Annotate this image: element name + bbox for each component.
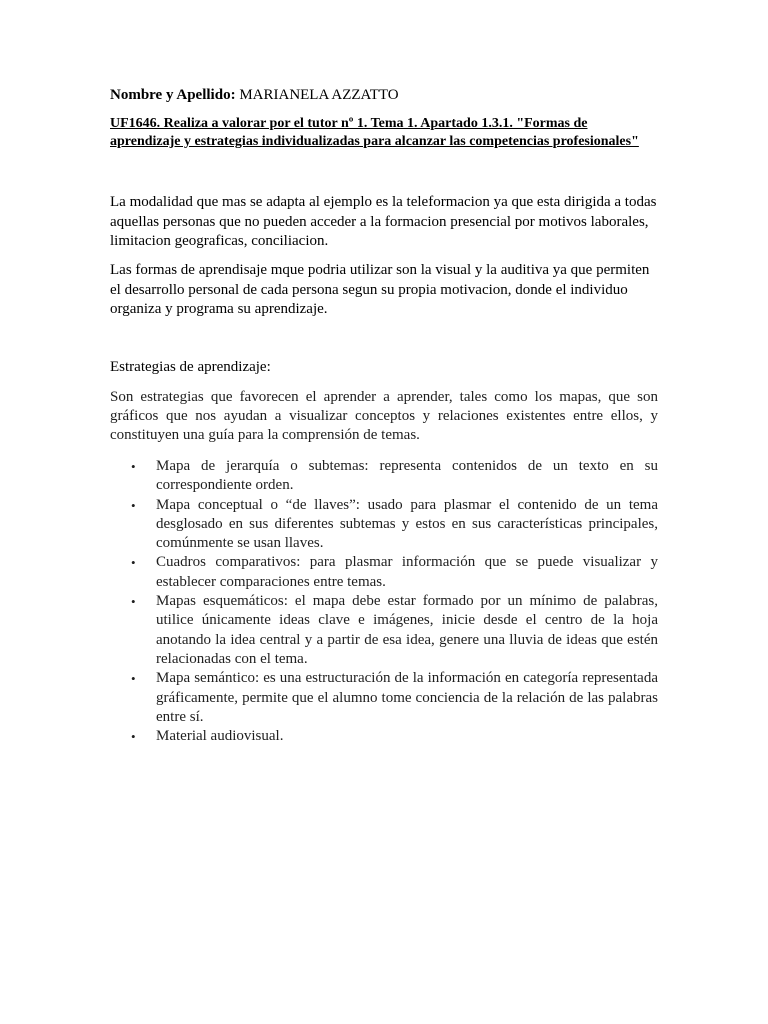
list-item	[110, 669, 658, 727]
list-item	[110, 592, 658, 669]
author-line	[110, 86, 658, 104]
list-item-text: Mapa de jerarquía o subtemas: representa contenidos de un texto en su correspondiente orden.	[156, 458, 658, 494]
strategies-intro: Son estrategias que favorecen el aprender a aprender, tales como los mapas, que son gráficos que nos ayudan a visualizar conceptos y relaciones existentes entre ellos, y constituyen una guía para la comprensión de temas.	[110, 389, 658, 444]
bullet-icon: •	[131, 459, 136, 474]
bullet-icon: •	[131, 729, 136, 745]
list-item	[110, 727, 658, 746]
bullet-icon: •	[131, 671, 136, 687]
assignment-heading: UF1646. Realiza a valorar por el tutor nº 1. Tema 1. Apartado 1.3.1. "Formas de aprendizaje y estrategias individualizadas para alcanzar las competencias profesionales"	[110, 116, 639, 149]
list-item-text: Cuadros comparativos: para plasmar información que se puede visualizar y establecer comparaciones entre temas.	[156, 554, 658, 590]
list-item-text: Mapa conceptual o “de llaves”: usado para plasmar el contenido de un tema desglosado en sus diferentes subtemas y estos en sus características principales, comúnmente se usan llaves.	[156, 496, 658, 552]
list-item-text: Mapa semántico: es una estructuración de la información en categoría representada gráficamente, permite que el alumno tome conciencia de la relación de las palabras entre sí.	[156, 670, 658, 725]
paragraph-modalidad: La modalidad que mas se adapta al ejemplo es la teleformacion ya que esta dirigida a todas aquellas personas que no pueden acceder a la formacion presencial por motivos laborales, limitacion geograficas, conciliacion.	[110, 194, 657, 249]
list-item-text: Material audiovisual.	[156, 728, 284, 745]
author-label: Nombre y Apellido:	[110, 87, 236, 103]
list-item	[110, 553, 658, 592]
bullet-icon: •	[131, 555, 136, 571]
list-item	[110, 496, 658, 554]
list-item	[110, 457, 658, 496]
list-item-text: Mapas esquemáticos: el mapa debe estar formado por un mínimo de palabras, utilice únicamente ideas clave e imágenes, inicie desde el centro de la hoja anotando la idea central y a partir de esa idea, genere una lluvia de ideas que estén relacionadas con el tema.	[156, 593, 658, 667]
strategies-list	[110, 457, 658, 746]
paragraph-formas-aprendizaje: Las formas de aprendisaje mque podria utilizar son la visual y la auditiva ya que permiten el desarrollo personal de cada persona segun su propia motivacion, donde el individuo organiza y programa su aprendizaje.	[110, 262, 650, 317]
strategies-title: Estrategias de aprendizaje:	[110, 359, 271, 375]
bullet-icon: •	[131, 497, 136, 513]
author-name: MARIANELA AZZATTO	[235, 87, 399, 103]
bullet-icon: •	[131, 594, 136, 610]
